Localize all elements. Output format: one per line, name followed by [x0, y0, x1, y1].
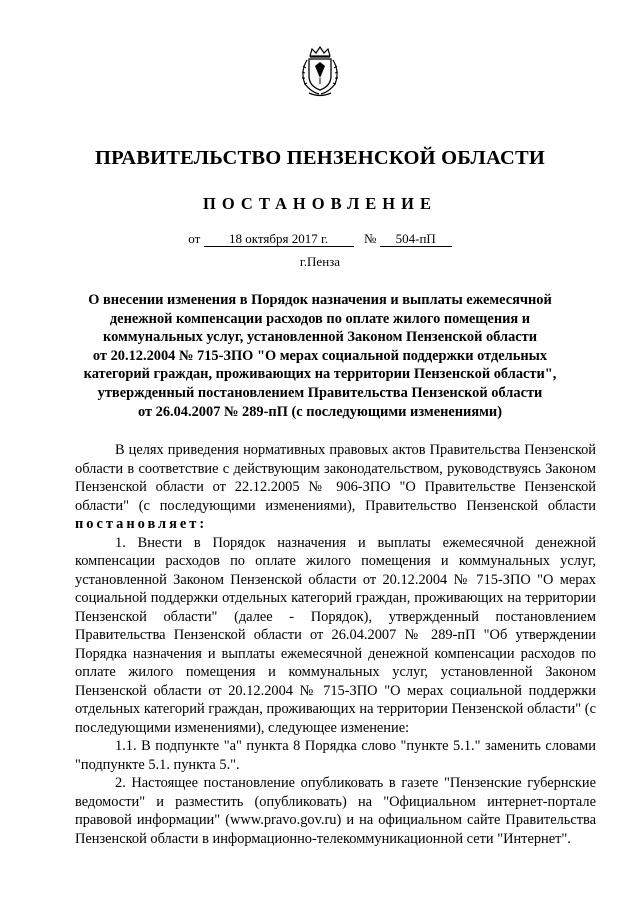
subject-line: денежной компенсации расходов по оплате жилого помещения и	[109, 310, 531, 327]
subject-line: коммунальных услуг, установленной Законом Пензенской области	[102, 329, 538, 346]
number-prefix: №	[364, 231, 377, 246]
preamble-paragraph	[75, 441, 596, 534]
document-body	[75, 441, 596, 848]
clause-1-1-paragraph: 1.1. В подпункте "а" пункта 8 Порядка слово "пункте 5.1." заменить словами "подпункте 5.1. пункта 5.".	[75, 738, 596, 773]
document-subject	[60, 291, 580, 421]
subject-line: утвержденный постановлением Правительства Пензенской области	[97, 384, 543, 401]
document-date: 18 октября 2017 г.	[204, 232, 354, 247]
date-number-line	[0, 231, 640, 247]
clause-2-paragraph: 2. Настоящее постановление опубликовать в газете "Пензенские губернские ведомости" и разместить (опубликовать) на "Официальном интернет-портале правовой информации" (www.pravo.gov.ru) и на официальном сайте Правительства Пензенской области в информационно-телекоммуникационной сети "Интернет".	[75, 775, 596, 847]
clause-1-paragraph: 1. Внести в Порядок назначения и выплаты ежемесячной денежной компенсации расходов по оплате жилого помещения и коммунальных услуг, установленной Законом Пензенской области от 20.12.2004 № 715-ЗПО "О мерах социальной поддержки отдельных категорий граждан, проживающих на территории Пензенской области" (далее - Порядок), утвержденный постановлением Правительства Пензенской области от 26.04.2007 № 289-пП "Об утверждении Порядка назначения и выплаты ежемесячной денежной компенсации расходов по оплате жилого помещения и коммунальных услуг, установленной Законом Пензенской области от 20.12.2004 № 715-ЗПО "О мерах социальной поддержки отдельных категорий граждан, проживающих на территории Пензенской области" (с последующими изменениями), следующее изменение:	[75, 534, 596, 736]
subject-line: от 20.12.2004 № 715-ЗПО "О мерах социальной поддержки отдельных	[92, 347, 548, 364]
penza-coat-of-arms-icon	[297, 46, 343, 98]
document-number: 504-пП	[380, 232, 452, 247]
resolves-word: постановляет:	[75, 516, 208, 532]
subject-line: от 26.04.2007 № 289-пП (с последующими изменениями)	[137, 403, 503, 420]
preamble-text: В целях приведения нормативных правовых актов Правительства Пензенской области в соответствие с действующим законодательством, руководствуясь Законом Пензенской области от 22.12.2005 № 906-ЗПО "О Правительстве Пензенской области" (с последующими изменениями), Правительство Пензенской области	[75, 442, 596, 514]
organization-title: ПРАВИТЕЛЬСТВО ПЕНЗЕНСКОЙ ОБЛАСТИ	[95, 147, 545, 169]
document-type: ПОСТАНОВЛЕНИЕ	[203, 194, 437, 213]
document-city: г.Пенза	[299, 254, 341, 269]
date-prefix: от	[188, 231, 201, 246]
subject-line: категорий граждан, проживающих на территории Пензенской области",	[83, 366, 557, 383]
subject-line: О внесении изменения в Порядок назначения и выплаты ежемесячной	[88, 292, 552, 308]
